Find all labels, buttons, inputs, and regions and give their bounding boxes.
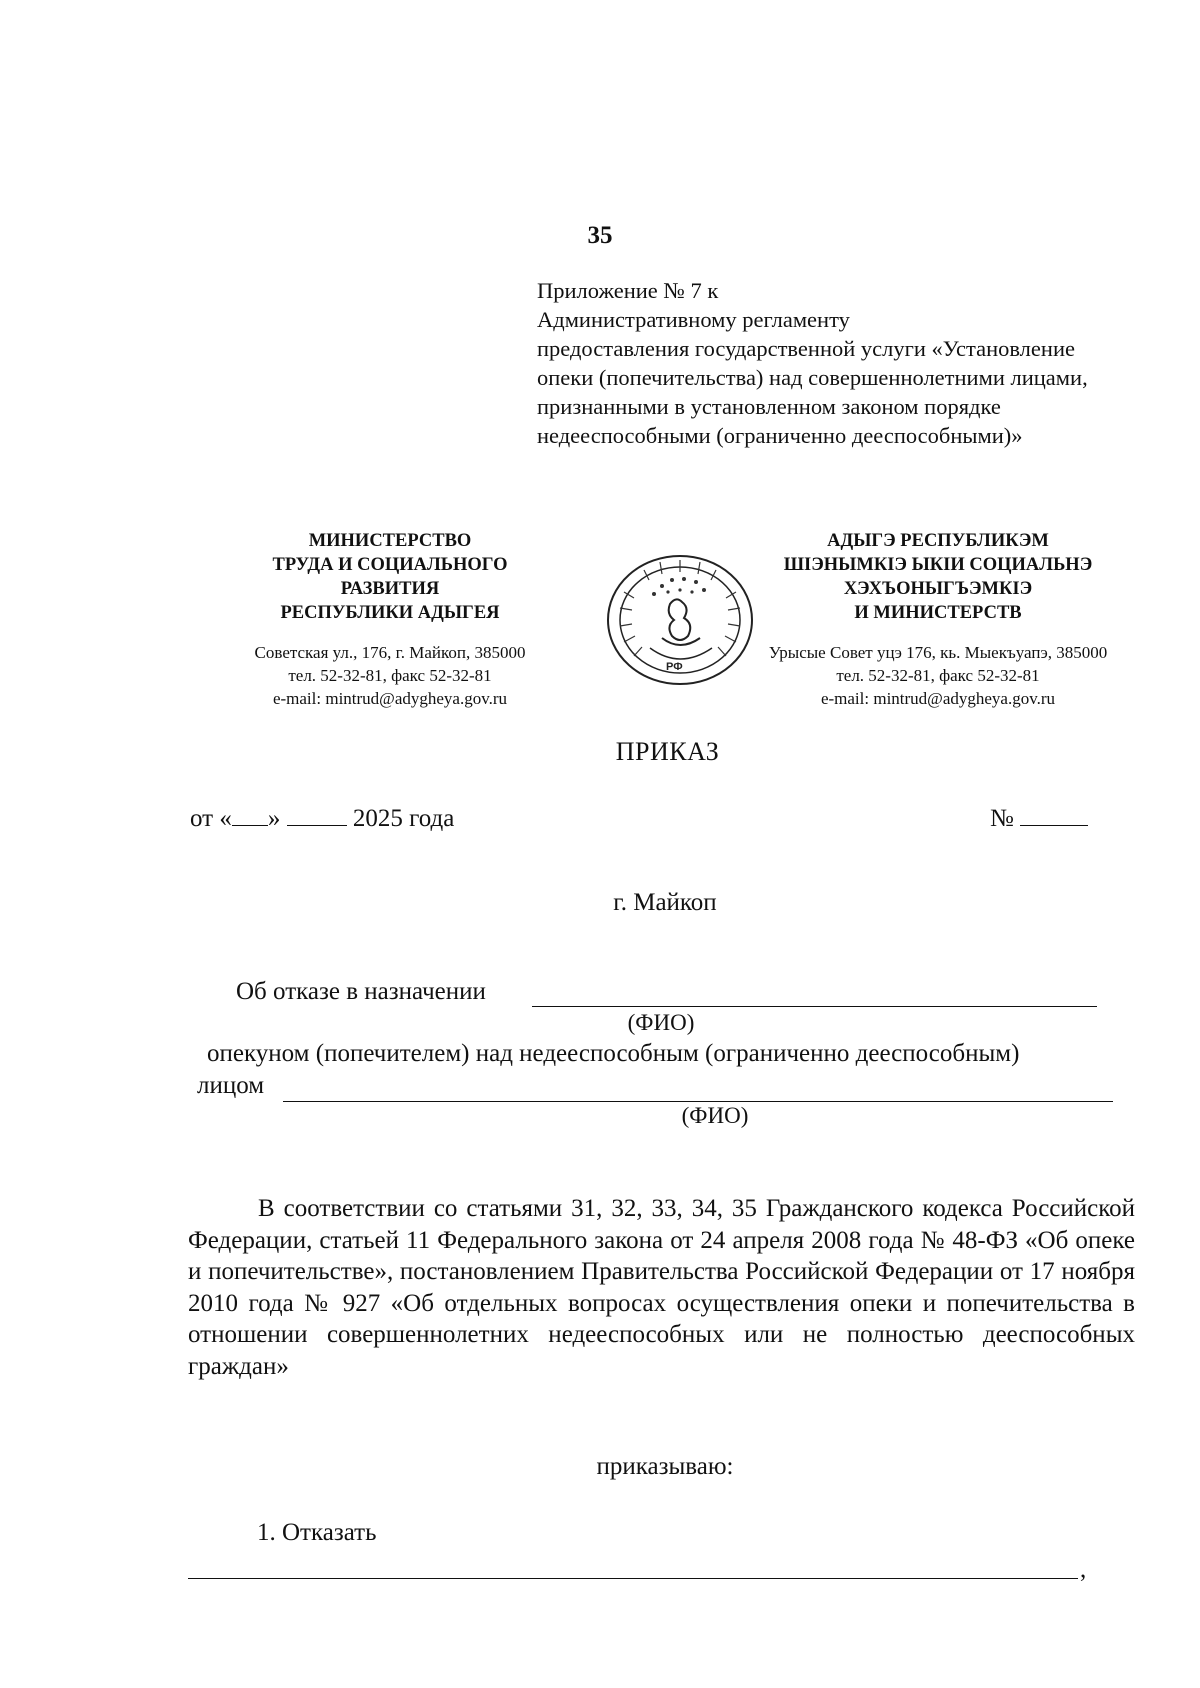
item-1-blank	[188, 1578, 1078, 1579]
email-line: e-mail: mintrud@adygheya.gov.ru	[272, 689, 508, 708]
org-line: ТРУДА И СОЦИАЛЬНОГО	[272, 555, 508, 575]
number-blank	[1020, 803, 1088, 826]
number-label: №	[990, 805, 1014, 832]
org-line: РЕСПУБЛИКИ АДЫГЕЯ	[280, 603, 500, 623]
appendix-line: Административному регламенту	[537, 307, 850, 332]
order-number-line	[990, 803, 1088, 833]
appendix-line: признанными в установленном законом порядке	[537, 394, 1001, 419]
org-line: РАЗВИТИЯ	[340, 579, 440, 599]
order-item-1: 1. Отказать	[257, 1519, 377, 1546]
fio-blank-2	[283, 1101, 1113, 1102]
appendix-line: недееспособными (ограниченно дееспособными)»	[537, 423, 1023, 448]
subject-line-1	[236, 978, 486, 1006]
item-1-comma: ,	[1080, 1556, 1087, 1583]
date-year: 2025 года	[352, 805, 455, 832]
org-line: И МИНИСТЕРСТВ	[854, 603, 1022, 623]
svg-text:РФ: РФ	[666, 661, 683, 673]
org-line: МИНИСТЕРСТВО	[308, 531, 472, 551]
day-blank	[232, 803, 268, 826]
paragraph-text: В соответствии со статьями 31, 32, 33, 34, 35 Гражданского кодекса Российской Федерации, статьей 11 Федерального закона от 24 апреля 2008 года № 48-ФЗ «Об опеке и попечительстве», постановлением Правительства Российской Федерации от 17 ноября 2010 года № 927 «Об отдельных вопросах осуществления опеки и попечительства в отношении совершеннолетних недееспособных или не полностью дееспособных граждан»	[188, 1195, 1135, 1380]
address-line: тел. 52-32-81, факс 52-32-81	[288, 666, 492, 685]
org-line: ШIЭНЫМКIЭ ЫКIИ СОЦИАЛЬНЭ	[783, 555, 1093, 575]
fio-hint-2: (ФИО)	[681, 1103, 749, 1128]
order-date-line	[190, 803, 454, 833]
order-word: приказываю:	[596, 1453, 734, 1480]
month-blank	[287, 803, 347, 826]
fio-blank-1	[532, 1006, 1097, 1007]
ministry-name-adyghe	[728, 529, 1148, 625]
page-number: 35	[587, 222, 613, 249]
org-line: ХЭХЪОНЫГЪЭМКIЭ	[843, 579, 1033, 599]
legal-basis-paragraph	[188, 1193, 1135, 1382]
appendix-line: предоставления государственной услуги «Установление	[537, 336, 1075, 361]
subject-prefix: Об отказе в назначении	[236, 978, 486, 1005]
appendix-line: Приложение № 7 к	[537, 278, 719, 303]
address-line: Советская ул., 176, г. Майкоп, 385000	[254, 643, 526, 662]
org-line: АДЫГЭ РЕСПУБЛИКЭМ	[827, 531, 1049, 551]
subject-line-2: опекуном (попечителем) над недееспособным (ограниченно дееспособным)	[207, 1040, 1020, 1067]
fio-hint-1: (ФИО)	[627, 1010, 695, 1035]
ministry-name-russian	[200, 529, 580, 625]
ministry-address-adyghe	[728, 641, 1148, 710]
city-name: г. Майкоп	[613, 889, 717, 916]
date-mid: »	[267, 805, 281, 832]
subject-line3-prefix: лицом	[197, 1072, 265, 1099]
ministry-address-russian	[200, 641, 580, 710]
email-line: e-mail: mintrud@adygheya.gov.ru	[820, 689, 1056, 708]
document-type-title: ПРИКАЗ	[615, 737, 720, 766]
appendix-line: опеки (попечительства) над совершеннолетними лицами,	[537, 365, 1088, 390]
subject-line-3	[197, 1072, 264, 1100]
address-line: Урысые Совет уцэ 176, кь. Мыекъуапэ, 385000	[768, 643, 1108, 662]
appendix-note	[537, 276, 1088, 450]
coat-of-arms-emblem	[604, 552, 756, 688]
date-prefix: от «	[190, 805, 232, 832]
address-line: тел. 52-32-81, факс 52-32-81	[836, 666, 1040, 685]
